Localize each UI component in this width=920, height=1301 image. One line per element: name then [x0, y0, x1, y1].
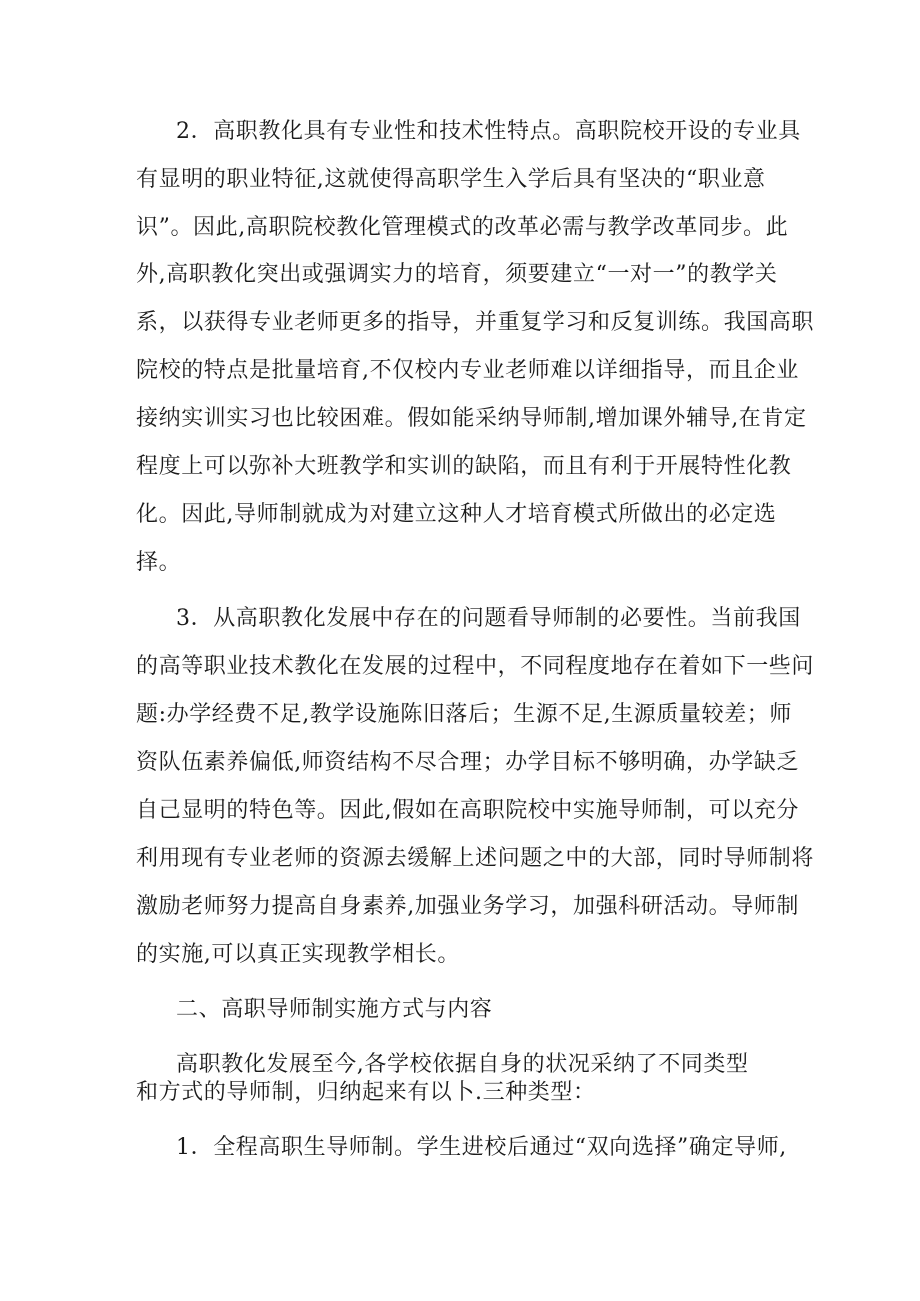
text-line: 激励老师努力提高自身素养,加强业务学习，加强科研活动。导师制	[136, 894, 799, 919]
text-line: 接纳实训实习也比较困难。假如能采纳导师制,增加课外辅导,在肯定	[136, 406, 807, 431]
section-heading: 二、高职导师制实施方式与内容	[176, 997, 493, 1022]
text-line: 3．从高职教化发展中存在的问题看导师制的必要性。当前我国	[176, 606, 801, 631]
text-line: 系，以获得专业老师更多的指导，并重复学习和反复训练。我国高职	[136, 310, 815, 335]
text-line: 的高等职业技术教化在发展的过程中，不同程度地存在着如下一些问	[136, 654, 815, 679]
text-line: 题:办学经费不足,教学设施陈旧落后；生源不足,生源质量较差；师	[136, 702, 793, 727]
text-line: 资队伍素养偏低,师资结构不尽合理；办学目标不够明确，办学缺乏	[136, 750, 799, 775]
text-line: 利用现有专业老师的资源去缓解上述问题之中的大部，同时导师制将	[136, 846, 815, 871]
text-line: 有显明的职业特征,这就使得高职学生入学后具有坚决的“职业意	[136, 167, 766, 192]
text-line: 择。	[136, 550, 182, 575]
text-line: 识”。因此,高职院校教化管理模式的改革必需与教学改革同步。此	[136, 215, 789, 240]
text-line: 外,高职教化突出或强调实力的培育，须要建立“一对一”的教学关	[136, 262, 778, 287]
text-line: 高职教化发展至今,各学校依据自身的状况采纳了不同类型	[176, 1052, 749, 1077]
text-line: 2．高职教化具有专业性和技术性特点。高职院校开设的专业具	[176, 119, 801, 144]
text-line: 自己显明的特色等。因此,假如在高职院校中实施导师制，可以充分	[136, 798, 799, 823]
list-item-1: 1．全程高职生导师制。学生进校后通过“双向选择”确定导师,	[176, 1135, 787, 1160]
text-line: 程度上可以弥补大班教学和实训的缺陷，而且有利于开展特性化教	[136, 454, 792, 479]
text-line: 化。因此,导师制就成为对建立这种人才培育模式所做出的必定选	[136, 502, 777, 527]
text-line: 和方式的导师制，归纳起来有以卜.三种类型：	[136, 1080, 596, 1105]
text-line: 的实施,可以真正实现教学相长。	[136, 942, 460, 967]
text-line: 院校的特点是批量培育,不仅校内专业老师难以详细指导，而且企业	[136, 358, 799, 383]
